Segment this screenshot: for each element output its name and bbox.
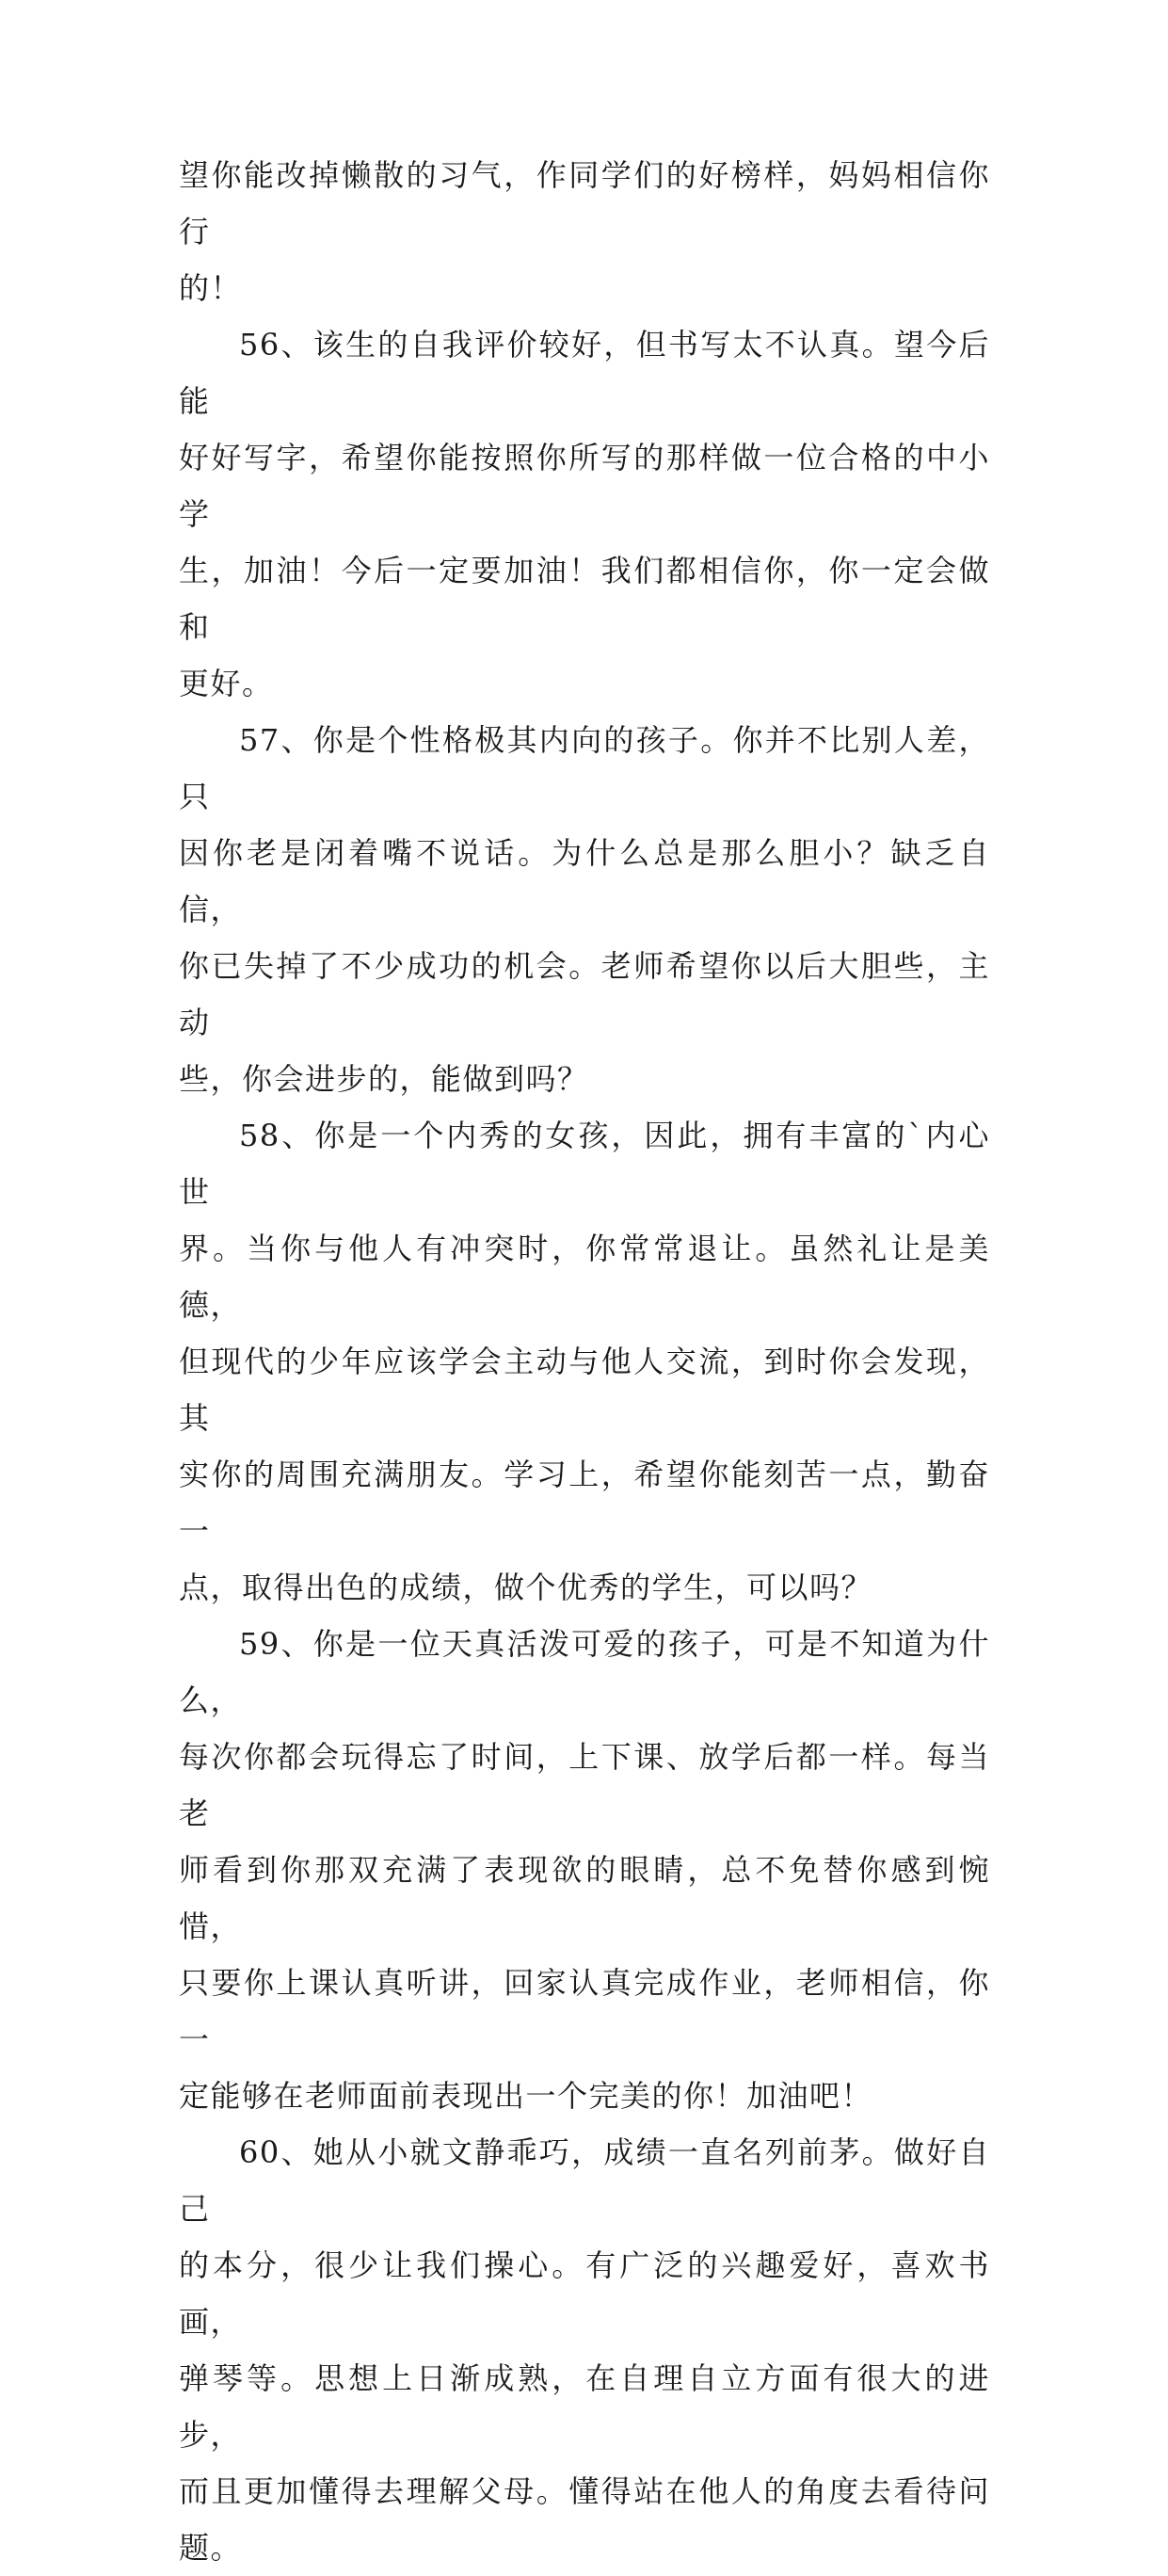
text-line: 师看到你那双充满了表现欲的眼睛，总不免替你感到惋惜， xyxy=(179,1852,990,1944)
text-line: 定能够在老师面前表现出一个完美的你！加油吧！ xyxy=(179,2078,873,2114)
text-line: 的！ xyxy=(179,270,243,306)
text-line: 弹琴等。思想上日渐成熟，在自理自立方面有很大的进步， xyxy=(179,2360,990,2453)
text-line: 些，你会进步的，能做到吗？ xyxy=(179,1061,589,1097)
text-line: 的本分，很少让我们操心。有广泛的兴趣爱好，喜欢书画， xyxy=(179,2247,990,2340)
text-line: 56、该生的自我评价较好，但书写太不认真。望今后能 xyxy=(179,327,990,419)
text-line: 因你老是闭着嘴不说话。为什么总是那么胆小？缺乏自信， xyxy=(179,835,990,927)
text-line: 只要你上课认真听讲，回家认真完成作业，老师相信，你一 xyxy=(179,1965,990,2057)
text-line: 59、你是一位天真活泼可爱的孩子，可是不知道为什么， xyxy=(179,1626,990,1718)
text-line: 你已失掉了不少成功的机会。老师希望你以后大胆些，主动 xyxy=(179,948,990,1040)
text-line: 每次你都会玩得忘了时间，上下课、放学后都一样。每当老 xyxy=(179,1739,990,1831)
text-line: 界。当你与他人有冲突时，你常常退让。虽然礼让是美德， xyxy=(179,1231,990,1323)
paragraph-55-continuation xyxy=(179,147,990,316)
paragraph-60 xyxy=(179,2124,990,2576)
text-line: 实你的周围充满朋友。学习上，希望你能刻苦一点，勤奋一 xyxy=(179,1457,990,1549)
text-line: 望你能改掉懒散的习气，作同学们的好榜样，妈妈相信你行 xyxy=(179,157,990,250)
text-line: 58、你是一个内秀的女孩，因此，拥有丰富的`内心世 xyxy=(179,1118,990,1210)
paragraph-57 xyxy=(179,712,990,1107)
text-line: 60、她从小就文静乖巧，成绩一直名列前茅。做好自己 xyxy=(179,2134,990,2227)
text-line: 好好写字，希望你能按照你所写的那样做一位合格的中小学 xyxy=(179,440,990,532)
text-line: 但现代的少年应该学会主动与他人交流，到时你会发现，其 xyxy=(179,1344,990,1436)
document-body xyxy=(179,147,990,2576)
paragraph-56 xyxy=(179,316,990,712)
text-line: 而且更加懂得去理解父母。懂得站在他人的角度去看待问题。 xyxy=(179,2473,990,2566)
text-line: 更好。 xyxy=(179,666,274,701)
text-line: 生，加油！今后一定要加油！我们都相信你，你一定会做和 xyxy=(179,553,990,645)
text-line: 点，取得出色的成绩，做个优秀的学生，可以吗？ xyxy=(179,1570,873,1605)
text-line: 57、你是个性格极其内向的孩子。你并不比别人差，只 xyxy=(179,722,990,814)
paragraph-58 xyxy=(179,1107,990,1616)
paragraph-59 xyxy=(179,1616,990,2124)
